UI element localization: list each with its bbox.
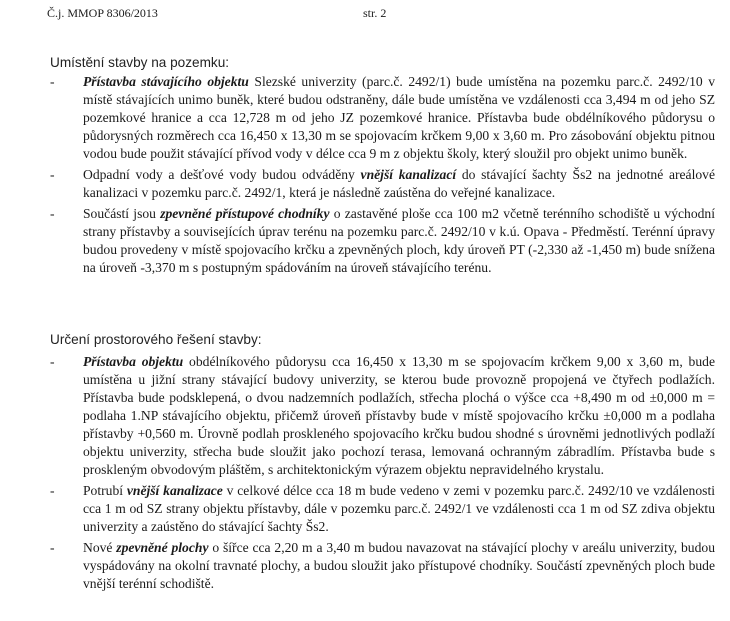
emphasis-term: zpevněné plochy [116, 540, 209, 555]
bullet-dash: - [50, 540, 55, 555]
page-header [47, 6, 697, 22]
emphasis-term: vnější kanalizace [126, 483, 223, 498]
list-item-text: Přístavba objektu obdélníkového půdorysu cca 16,450 x 13,30 m se spojovacím krčkem 9,00 x 3,60 m, bude umístěna u jižní strany stávající budovy univerzity, se kterou bude provozně propojená ve čtyřech podlažích. Přístavba bude podsklepená, o dvou nadzemních podlažích, střecha plochá o výšce cca +8,490 m od ±0,000 m = podlaha 1.NP stávajícího objektu, přičemž úroveň přístavby bude v místě spojovacího krčku ±0,000 m a podlaha přístavby +0,560 m. Úrovně podlah proskleného spojovacího krčku budou shodné s úrovněmi jednotlivých podlaží objektu univerzity, střecha bude sloužit jako pochozí terasa, lemovaná ochranným zábradlím. Přístavba bude s proskleným obvodovým pláštěm, s architektonickým výrazem objektu nepravidelného krystalu. [83, 354, 715, 477]
list-item-text: Odpadní vody a dešťové vody budou odváděny vnější kanalizací do stávající šachty Šs2 na jednotné areálové kanalizaci v pozemku parc.č. 2492/1, která je následně zaústěna do veřejné kanalizace. [83, 167, 715, 200]
emphasis-term: Přístavba stávajícího objektu [83, 74, 249, 89]
list-item [50, 205, 715, 277]
list-item [50, 482, 715, 536]
list-item [50, 353, 715, 479]
list-item [50, 166, 715, 202]
list-item [50, 73, 715, 163]
bullet-dash: - [50, 483, 55, 498]
bullet-dash: - [50, 167, 55, 182]
emphasis-term: Přístavba objektu [83, 354, 184, 369]
list-item-text: Součástí jsou zpevněné přístupové chodníky o zastavěné ploše cca 100 m2 včetně terénního schodiště u východní strany přístavby a souvisejících úprav terénu na pozemku parc.č. 2492/10 v k.ú. Opava - Předměstí. Terénní úpravy budou provedeny v místě spojovacího krčku a zpevněných ploch, kdy úroveň PT (-2,330 až -1,450 m) bude snížena na úroveň -3,370 m s postupným spádováním na úroveň stávajícího terénu. [83, 206, 715, 275]
section-heading-placement: Umístění stavby na pozemku: [50, 55, 230, 70]
page-number: str. 2 [363, 6, 387, 20]
list-item-text: Nové zpevněné plochy o šířce cca 2,20 m a 3,40 m budou navazovat na stávající plochy v areálu univerzity, budou vyspádovány na okolní travnaté plochy, a budou sloužit jako přístupové chodníky. Součástí zpevněných ploch bude vnější terénní schodiště. [83, 540, 715, 591]
bullet-dash: - [50, 206, 55, 221]
section-heading-spatial: Určení prostorového řešení stavby: [50, 332, 262, 347]
reference-number: Č.j. MMOP 8306/2013 [47, 6, 158, 20]
list-item [50, 539, 715, 593]
placement-list [50, 73, 715, 280]
emphasis-term: zpevněné přístupové chodníky [160, 206, 330, 221]
bullet-dash: - [50, 354, 55, 369]
spatial-list [50, 353, 715, 596]
list-item-text: Přístavba stávajícího objektu Slezské univerzity (parc.č. 2492/1) bude umístěna na pozemku parc.č. 2492/10 v místě stávajících unimo buněk, které budou odstraněny, dále bude umístěna ve vzdálenosti cca 3,494 m od jeho SZ pozemkové hranice a cca 12,728 m od jeho JZ pozemkové hranice. Přístavba bude obdélníkového půdorysu o půdorysných rozměrech cca 16,450 x 13,30 m se spojovacím krčkem 9,00 x 3,60 m. Pro zásobování objektu pitnou vodou bude použit stávající přívod vody v délce cca 9 m z objektu školy, který sloužil pro objekt unimo buněk. [83, 74, 715, 161]
emphasis-term: vnější kanalizací [360, 167, 457, 182]
list-item-text: Potrubí vnější kanalizace v celkové délce cca 18 m bude vedeno v zemi v pozemku parc.č. 2492/10 ve vzdálenosti cca 1 m od SZ strany objektu přístavby, dále v pozemku parc.č. 2492/1 ve vzdálenosti cca 1 m od SZ zdiva objektu univerzity a zaústěno do stávající šachty Šs2. [83, 483, 715, 534]
bullet-dash: - [50, 74, 55, 89]
